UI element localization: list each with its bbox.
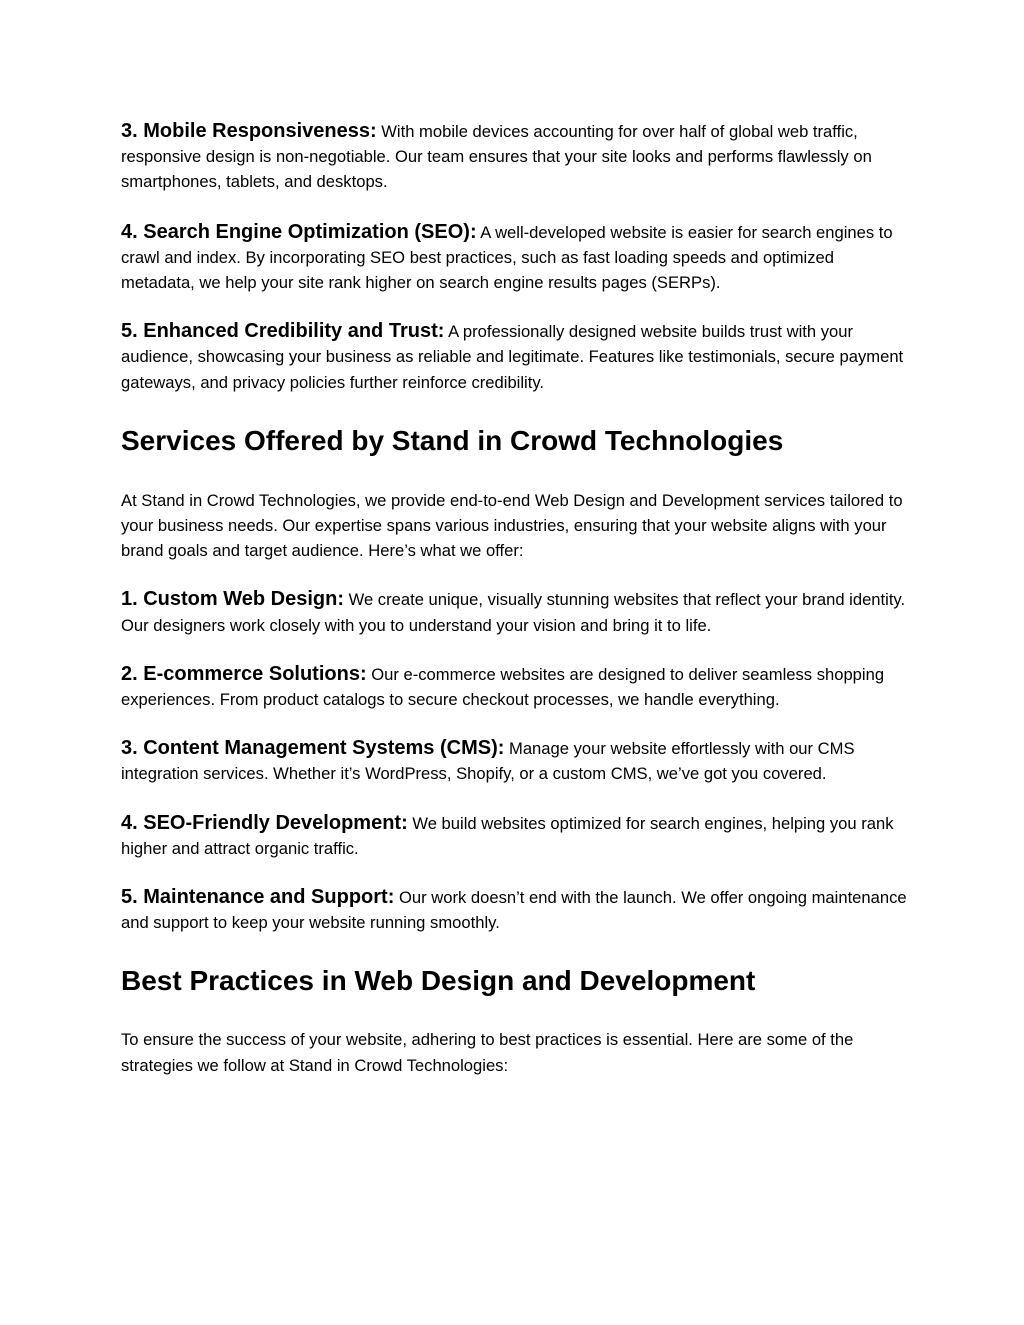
benefit-title: 5. Enhanced Credibility and Trust: (121, 320, 445, 343)
service-text: Our work doesn’t end with the launch. We offer ongoing maintenance and support to keep your website running smoothly. (121, 888, 907, 933)
service-custom-web-design (121, 587, 911, 637)
benefit-text: With mobile devices accounting for over half of global web traffic, responsive design is non-negotiable. Our team ensures that your site looks and performs flawlessly on smartphones, tablets, and desktops. (121, 122, 872, 192)
service-ecommerce-solutions (121, 662, 911, 712)
services-heading: Services Offered by Stand in Crowd Technologies (121, 424, 784, 456)
service-title: 5. Maintenance and Support: (121, 886, 395, 909)
benefit-title: 4. Search Engine Optimization (SEO): (121, 220, 477, 243)
benefit-credibility-trust (121, 319, 911, 395)
best-practices-heading: Best Practices in Web Design and Development (121, 965, 756, 997)
service-title: 1. Custom Web Design: (121, 588, 344, 611)
benefit-title: 3. Mobile Responsiveness: (121, 120, 377, 142)
service-title: 2. E-commerce Solutions: (121, 662, 367, 685)
service-title: 3. Content Management Systems (CMS): (121, 737, 505, 760)
benefit-seo (121, 220, 911, 296)
service-maintenance-support (121, 885, 911, 935)
service-seo-friendly-development (121, 811, 911, 861)
service-text: We build websites optimized for search engines, helping you rank higher and attract organic traffic. (121, 813, 894, 858)
service-title: 4. SEO-Friendly Development: (121, 811, 408, 834)
benefit-mobile-responsiveness (121, 119, 911, 195)
service-text: Our e-commerce websites are designed to deliver seamless shopping experiences. From product catalogs to secure checkout processes, we handle everything. (121, 664, 885, 710)
service-cms (121, 736, 911, 786)
benefit-text: A professionally designed website builds trust with your audience, showcasing your business as reliable and legitimate. Features like testimonials, secure payment gateways, and privacy policies further reinforce credibility. (121, 322, 904, 392)
service-text: We create unique, visually stunning websites that reflect your brand identity. Our designers work closely with you to understand your vision and bring it to life. (121, 590, 906, 635)
best-practices-intro: To ensure the success of your website, adhering to best practices is essential. Here are some of the strategies we follow at Stand in Crowd Technologies: (121, 1030, 854, 1075)
service-text: Manage your website effortlessly with our CMS integration services. Whether it’s WordPress, Shopify, or a custom CMS, we’ve got you covered. (121, 739, 855, 784)
benefit-text: A well-developed website is easier for search engines to crawl and index. By incorporating SEO best practices, such as fast loading speeds and optimized metadata, we help your site rank higher on search engine results pages (SERPs). (121, 222, 893, 293)
document-body (121, 119, 911, 1078)
services-intro: At Stand in Crowd Technologies, we provide end-to-end Web Design and Development services tailored to your business needs. Our expertise spans various industries, ensuring that your website aligns with your brand goals and target audience. Here’s what we offer: (121, 490, 903, 561)
